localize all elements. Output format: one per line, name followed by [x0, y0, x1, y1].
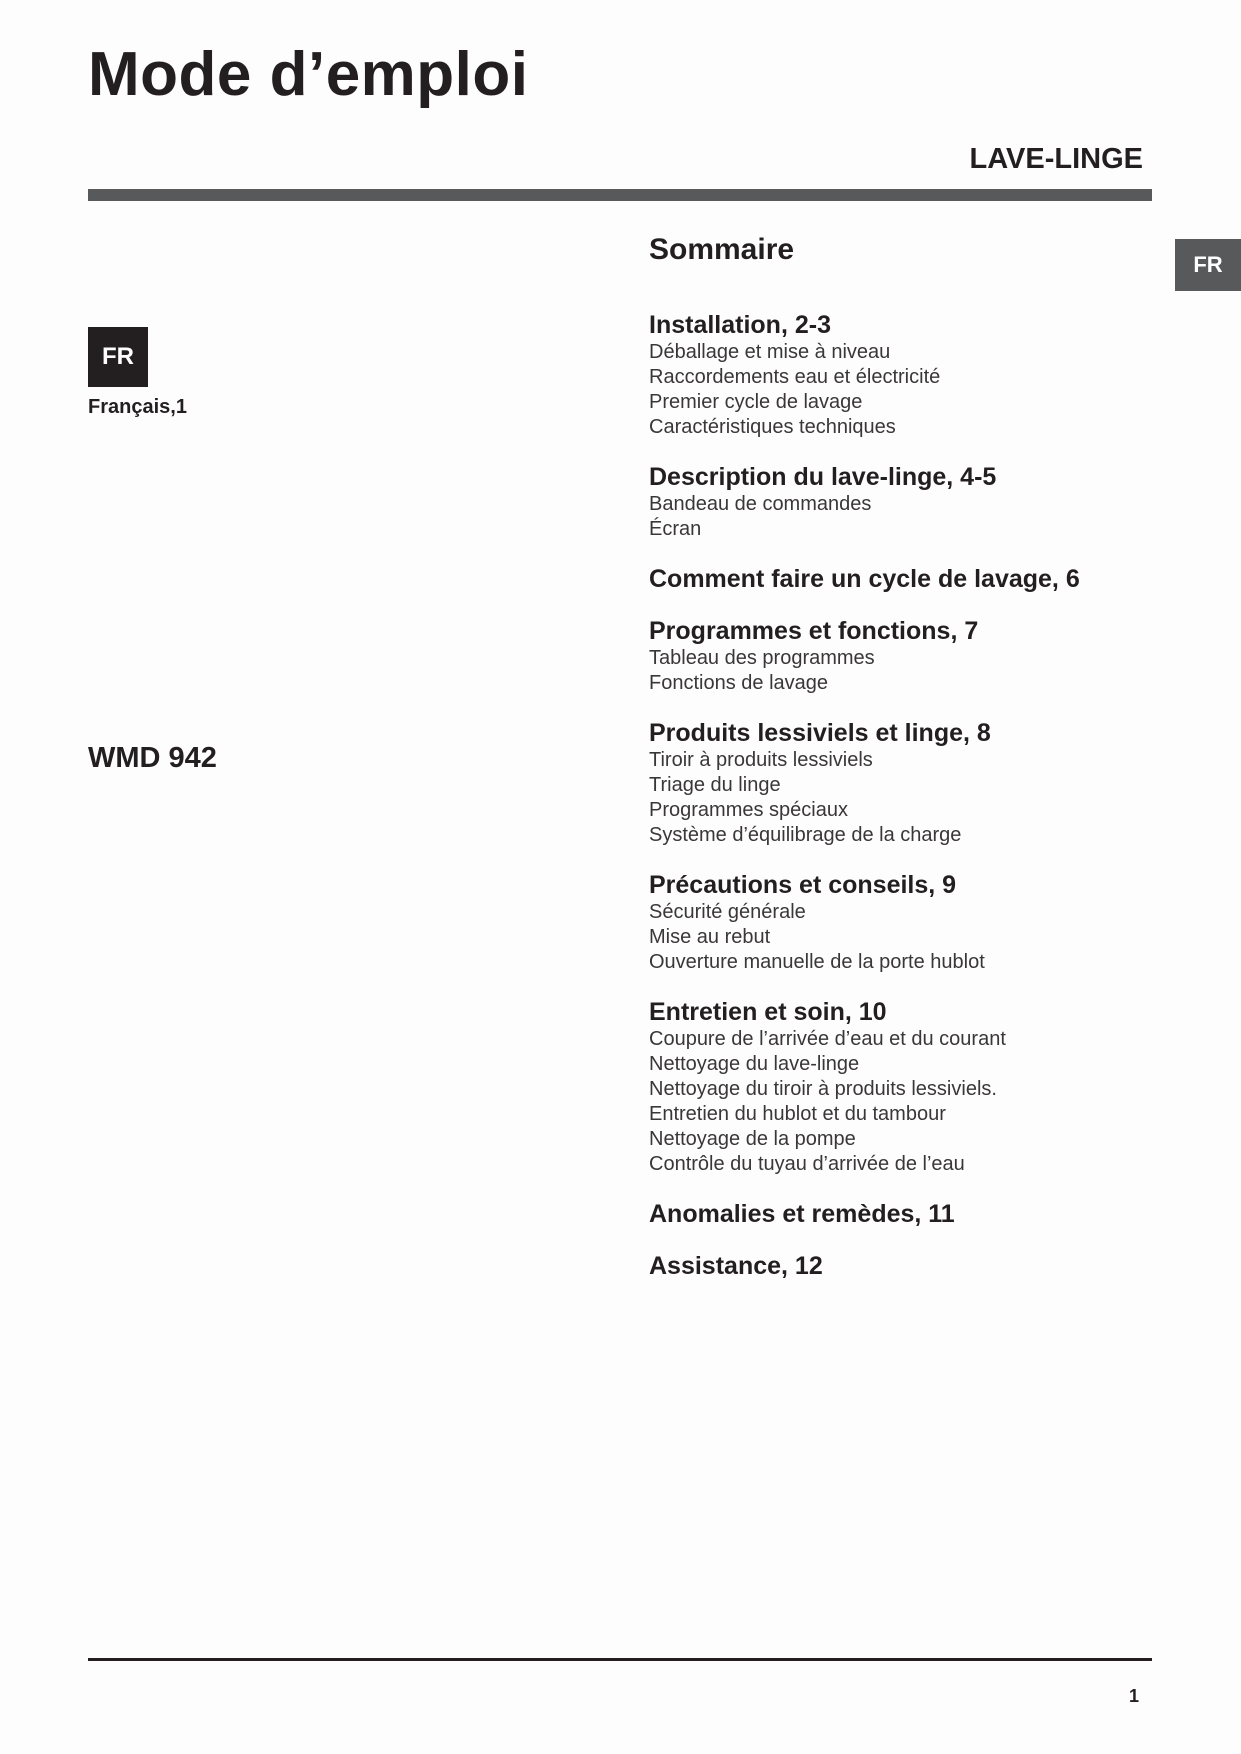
toc-subitem: Raccordements eau et électricité: [649, 366, 941, 388]
toc-subitem: Nettoyage du tiroir à produits lessiviels.: [649, 1078, 997, 1100]
toc-subitem: Mise au rebut: [649, 926, 771, 948]
toc-section-title: Assistance, 12: [649, 1252, 823, 1280]
toc-subitem: Ouverture manuelle de la porte hublot: [649, 951, 985, 973]
model-number: WMD 942: [88, 742, 217, 774]
table-of-contents: [649, 230, 1169, 1303]
toc-sections: [649, 310, 1169, 1281]
toc-section-title: Description du lave-linge, 4-5: [649, 463, 997, 491]
toc-subitem: Coupure de l’arrivée d’eau et du courant: [649, 1028, 1006, 1050]
toc-subitem: Nettoyage du lave-linge: [649, 1053, 860, 1075]
toc-section-title: Entretien et soin, 10: [649, 998, 887, 1026]
page-number: 1: [1128, 1686, 1139, 1706]
toc-section: [649, 718, 1169, 848]
toc-subitem: Tableau des programmes: [649, 647, 875, 669]
toc-section-title: Anomalies et remèdes, 11: [649, 1200, 955, 1228]
toc-subitem: Caractéristiques techniques: [649, 416, 896, 438]
toc-section: [649, 462, 1169, 542]
toc-subitem: Sécurité générale: [649, 901, 806, 923]
product-type: LAVE-LINGE: [969, 143, 1143, 175]
toc-section: [649, 1251, 1169, 1281]
toc-subitem: Déballage et mise à niveau: [649, 341, 891, 363]
toc-subitem: Fonctions de lavage: [649, 672, 829, 694]
toc-section-title: Programmes et fonctions, 7: [649, 617, 979, 645]
toc-subitem: Triage du linge: [649, 774, 781, 796]
toc-section-title: Précautions et conseils, 9: [649, 871, 957, 899]
header-divider: [88, 189, 1152, 201]
toc-section: [649, 310, 1169, 440]
toc-subitem: Programmes spéciaux: [649, 799, 848, 821]
toc-subitem: Bandeau de commandes: [649, 493, 872, 515]
toc-heading: Sommaire: [649, 233, 795, 266]
toc-subitem: Tiroir à produits lessiviels: [649, 749, 873, 771]
language-label: Français,1: [88, 396, 187, 418]
toc-subitem: Écran: [649, 518, 702, 540]
toc-subitem: Premier cycle de lavage: [649, 391, 863, 413]
toc-section-title: Produits lessiviels et linge, 8: [649, 719, 991, 747]
footer-divider: [88, 1658, 1152, 1661]
toc-subitem: Contrôle du tuyau d’arrivée de l’eau: [649, 1153, 965, 1175]
toc-section: [649, 870, 1169, 975]
toc-section: [649, 616, 1169, 696]
toc-section: [649, 564, 1169, 594]
page-title: Mode d’emploi: [88, 40, 529, 109]
toc-subitem: Système d’équilibrage de la charge: [649, 824, 962, 846]
toc-section-title: Comment faire un cycle de lavage, 6: [649, 565, 1080, 593]
language-tab: FR: [1175, 239, 1241, 291]
toc-section: [649, 997, 1169, 1177]
toc-subitem: Nettoyage de la pompe: [649, 1128, 856, 1150]
toc-subitem: Entretien du hublot et du tambour: [649, 1103, 946, 1125]
language-badge: FR: [88, 327, 148, 387]
toc-section: [649, 1199, 1169, 1229]
toc-section-title: Installation, 2-3: [649, 311, 831, 339]
